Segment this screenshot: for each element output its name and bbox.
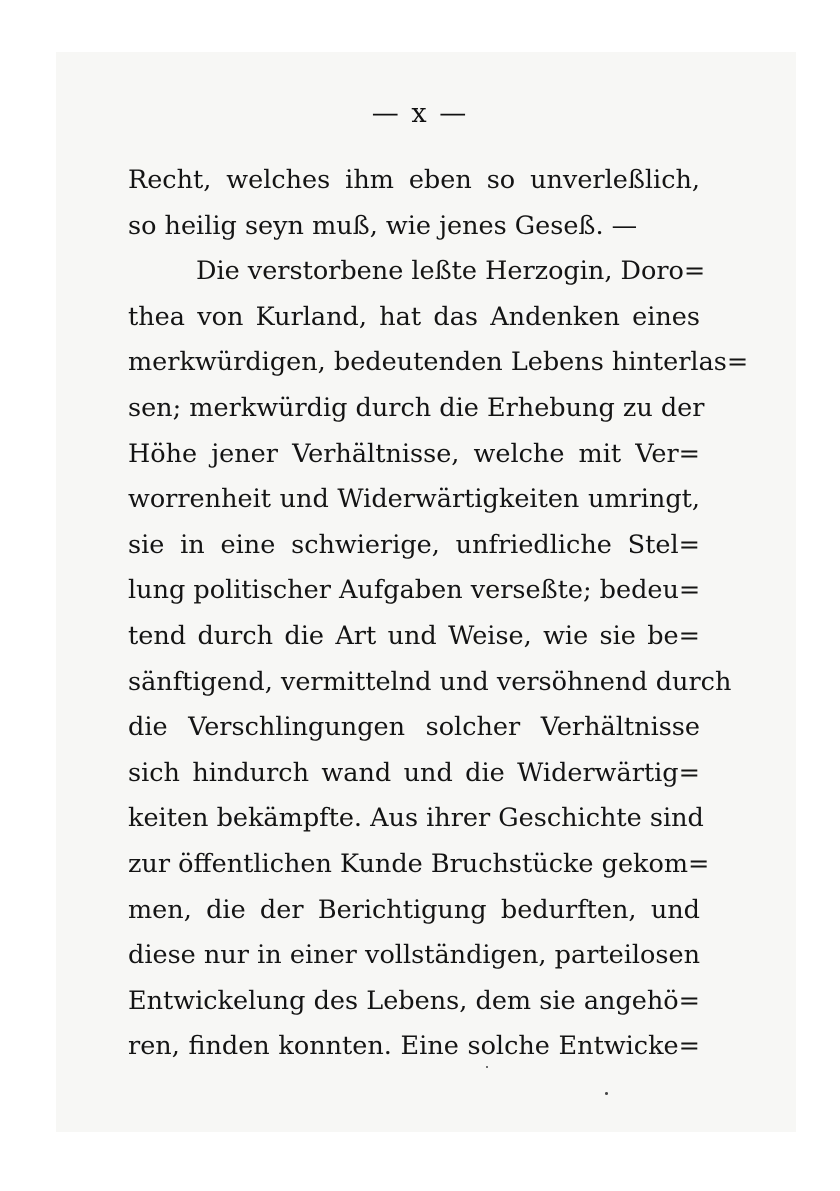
- text-line: worrenheit und Widerwärtigkeiten umringt,: [128, 484, 700, 515]
- text-line: men, die der Berichtigung bedurften, und: [128, 894, 700, 925]
- ink-speck: [486, 1066, 488, 1068]
- text-line: so heilig seyn muß, wie jenes Geseß. —: [128, 210, 638, 241]
- text-line: Höhe jener Verhältnisse, welche mit Ver=: [128, 438, 700, 469]
- text-line: sie in eine schwierige, unfriedliche Stel=: [128, 529, 700, 560]
- text-line: sänftigend, vermittelnd und versöhnend durch: [128, 666, 732, 697]
- text-line: tend durch die Art und Weise, wie sie be=: [128, 620, 700, 651]
- text-line: die Verschlingungen solcher Verhältnisse: [128, 712, 700, 743]
- text-line: sich hindurch wand und die Widerwärtig=: [128, 757, 700, 788]
- text-line: Recht, welches ihm eben so unverleßlich,: [128, 165, 700, 195]
- page-number: — x —: [371, 98, 469, 129]
- body-text: [128, 158, 749, 1070]
- text-line: Entwickelung des Lebens, dem sie angehö=: [128, 985, 700, 1016]
- text-line: Die verstorbene leßte Herzogin, Doro=: [196, 256, 706, 287]
- text-line: lung politischer Aufgaben verseßte; bedeu=: [128, 575, 701, 606]
- ink-speck: [605, 1092, 608, 1095]
- text-line: sen; merkwürdig durch die Erhebung zu der: [128, 392, 705, 423]
- text-line: merkwürdigen, bedeutenden Lebens hinterlas=: [128, 347, 749, 378]
- text-line: diese nur in einer vollständigen, parteilosen: [128, 940, 700, 971]
- text-line: ren, finden konnten. Eine solche Entwicke=: [128, 1031, 700, 1062]
- text-line: zur öffentlichen Kunde Bruchstücke gekom=: [128, 848, 710, 879]
- text-line: thea von Kurland, hat das Andenken eines: [128, 301, 700, 332]
- text-line: keiten bekämpfte. Aus ihrer Geschichte sind: [128, 803, 704, 834]
